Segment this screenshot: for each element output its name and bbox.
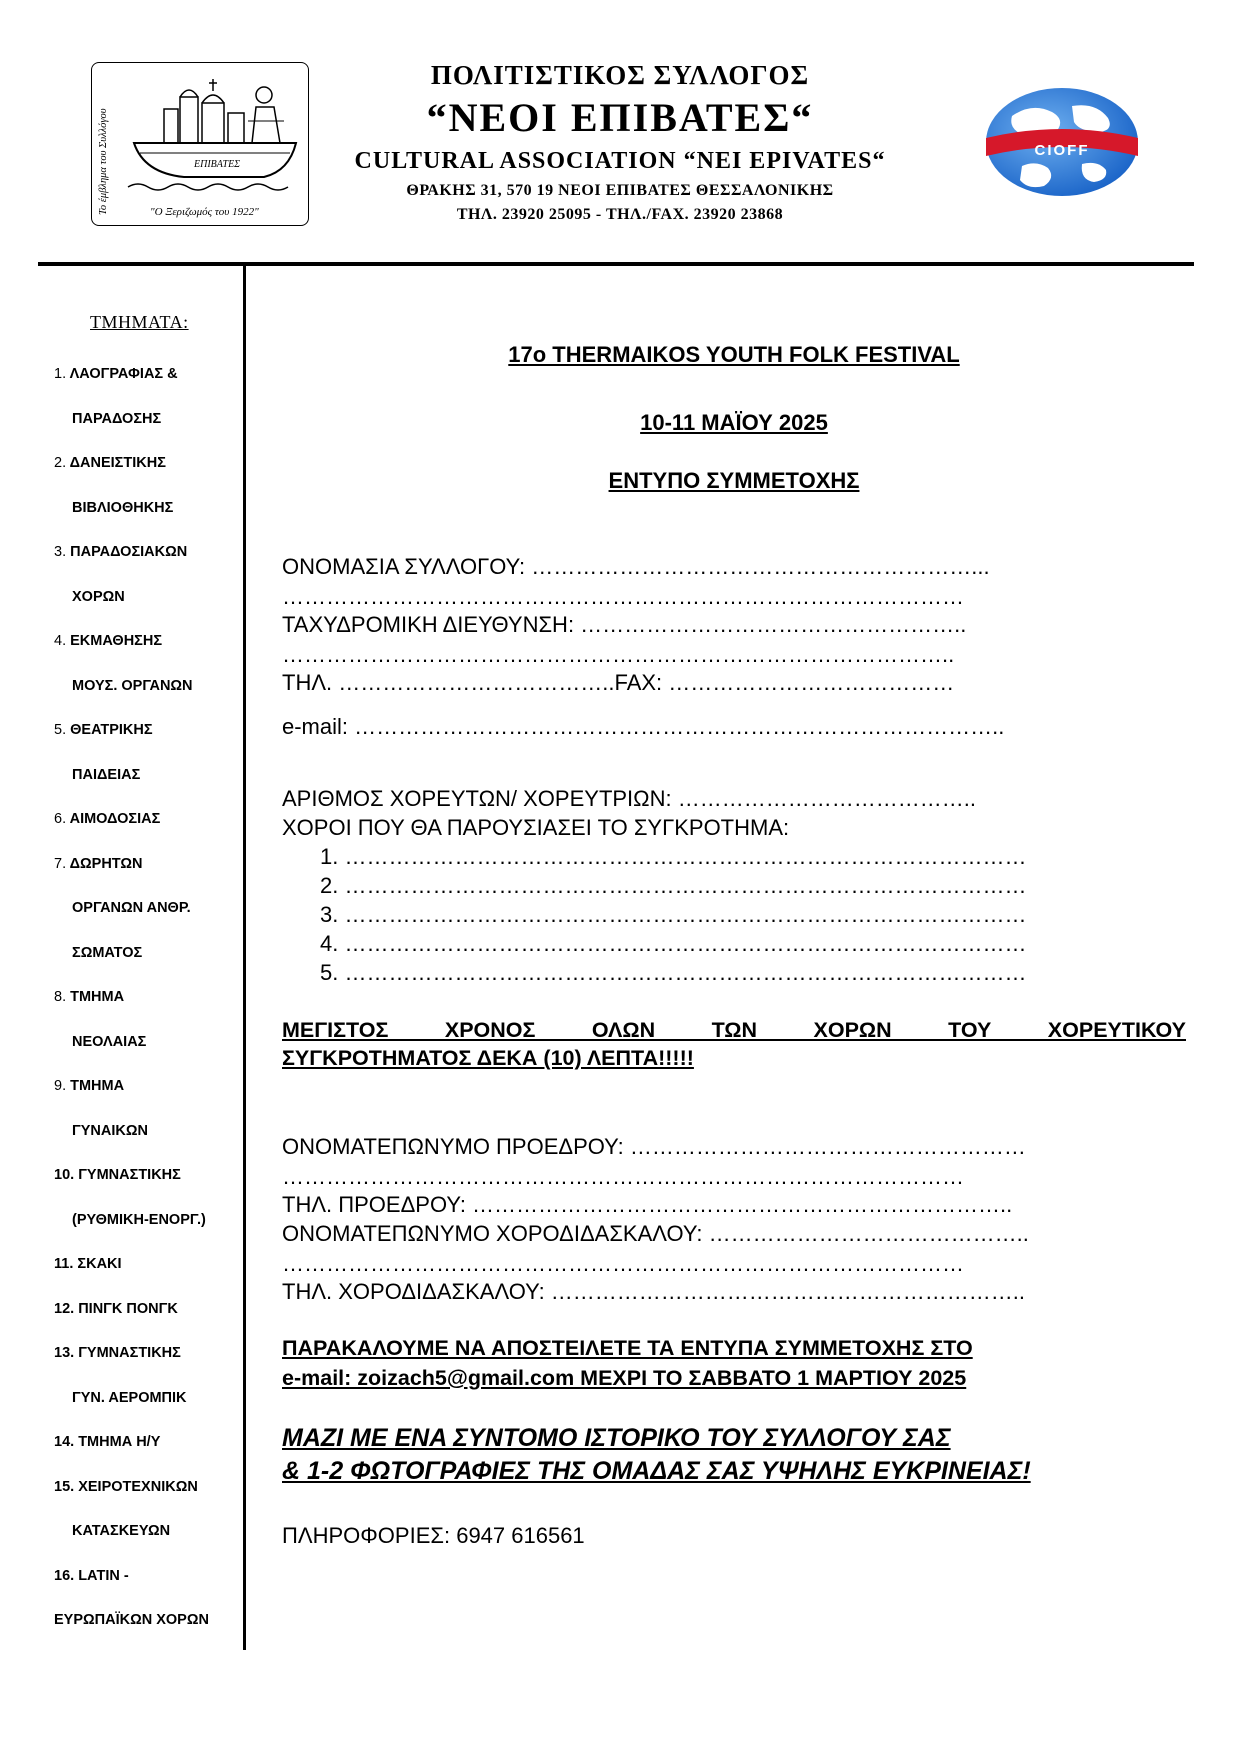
sidebar-item-1: 1. ΛΑΟΓΡΑΦΙΑΣ & xyxy=(54,366,178,382)
sidebar-item-16: 16. LATIN - xyxy=(54,1568,129,1584)
tel-fax-field[interactable]: ΤΗΛ. ………………………………..FAX: ………………………………… xyxy=(282,670,955,695)
cioff-label: CIOFF xyxy=(1034,142,1090,159)
sidebar-item-2-cont: ΒΙΒΛΙΟΘΗΚΗΣ xyxy=(72,500,174,516)
attachment-note-cont: & 1-2 ΦΩΤΟΓΡΑΦΙΕΣ ΤΗΣ ΟΜΑΔΑΣ ΣΑΣ ΥΨΗΛΗΣ ΕΥΚΡΙΝΕΙΑΣ! xyxy=(282,1457,1031,1485)
sidebar-item-8: 8. ΤΜΗΜΑ xyxy=(54,989,125,1005)
dance-field-1[interactable]: 1. ………………………………………………………………………………… xyxy=(320,844,1027,869)
emblem-boat-label: ΕΠΙΒΑΤΕΣ xyxy=(194,159,241,170)
sidebar-item-4-cont: ΜΟΥΣ. ΟΡΓΑΝΩΝ xyxy=(72,678,193,694)
postal-address-field-cont[interactable]: ……………………………………………………………………………….. xyxy=(282,642,955,667)
header-address: ΘΡΑΚΗΣ 31, 570 19 ΝΕΟΙ ΕΠΙΒΑΤΕΣ ΘΕΣΣΑΛΟΝΙΚΗΣ xyxy=(406,182,834,199)
sidebar-item-16-cont: ΕΥΡΩΠΑΪΚΩΝ ΧΟΡΩΝ xyxy=(54,1612,209,1628)
postal-address-field[interactable]: ΤΑΧΥΔΡΟΜΙΚΗ ΔΙΕΥΘΥΝΣΗ: …………………………………………….. xyxy=(282,612,967,637)
sidebar-item-10-cont: (ΡΥΘΜΙΚΗ-ΕΝΟΡΓ.) xyxy=(72,1212,206,1228)
dance-field-3[interactable]: 3. ………………………………………………………………………………… xyxy=(320,902,1027,927)
sidebar-item-7-cont2: ΣΩΜΑΤΟΣ xyxy=(72,945,143,961)
sidebar-item-5-cont: ΠΑΙΔΕΙΑΣ xyxy=(72,767,141,783)
header-divider xyxy=(38,262,1194,266)
time-limit-warning-cont: ΣΥΓΚΡΟΤΗΜΑΤΟΣ ΔΕΚΑ (10) ΛΕΠΤΑ!!!!! xyxy=(282,1046,694,1070)
dance-field-2[interactable]: 2. ………………………………………………………………………………… xyxy=(320,873,1027,898)
sidebar-item-4: 4. ΕΚΜΑΘΗΣΗΣ xyxy=(54,633,163,649)
email-field[interactable]: e-mail: …………………………………………………………………………….. xyxy=(282,714,1005,739)
sidebar-item-3: 3. ΠΑΡΑΔΟΣΙΑΚΩΝ xyxy=(54,544,188,560)
form-subtitle: ΕΝΤΥΠΟ ΣΥΜΜΕΤΟΧΗΣ xyxy=(608,468,860,493)
association-emblem xyxy=(91,62,309,226)
header-phones: ΤΗΛ. 23920 25095 - ΤΗΛ./FAX. 23920 23868 xyxy=(456,206,784,223)
dance-field-4[interactable]: 4. ………………………………………………………………………………… xyxy=(320,931,1027,956)
header-association-name-en: CULTURAL ASSOCIATION “NEI EPIVATES“ xyxy=(354,148,886,174)
dance-teacher-name-field-cont[interactable]: ………………………………………………………………………………… xyxy=(282,1251,964,1276)
sidebar-item-8-cont: ΝΕΟΛΑΙΑΣ xyxy=(72,1034,147,1050)
sidebar-divider xyxy=(243,264,246,1650)
sidebar-item-2: 2. ΔΑΝΕΙΣΤΙΚΗΣ xyxy=(54,455,166,471)
sidebar-item-11: 11. ΣΚΑΚΙ xyxy=(54,1256,122,1272)
submission-email[interactable]: e-mail: zoizach5@gmail.com ΜΕΧΡΙ ΤΟ ΣΑΒΒΑΤΟ 1 ΜΑΡΤΙΟΥ 2025 xyxy=(282,1366,967,1390)
president-name-field[interactable]: ΟΝΟΜΑΤΕΠΩΝΥΜΟ ΠΡΟΕΔΡΟΥ: ……………………………………………… xyxy=(282,1134,1026,1159)
emblem-caption: Το έμβλημα του Συλλόγου xyxy=(98,108,109,215)
header-association-name: “ΝΕΟΙ ΕΠΙΒΑΤΕΣ“ xyxy=(426,95,814,140)
sidebar-item-13-cont: ΓΥΝ. ΑΕΡΟΜΠΙΚ xyxy=(72,1390,187,1406)
president-tel-field[interactable]: ΤΗΛ. ΠΡΟΕΔΡΟΥ: ……………………………………………………………….. xyxy=(282,1192,1013,1217)
sidebar-item-9: 9. ΤΜΗΜΑ xyxy=(54,1078,125,1094)
sidebar-item-14: 14. ΤΜΗΜΑ Η/Υ xyxy=(54,1434,161,1450)
club-name-field-cont[interactable]: ………………………………………………………………………………… xyxy=(282,584,964,609)
cioff-logo xyxy=(982,86,1142,202)
club-name-field[interactable]: ΟΝΟΜΑΣΙΑ ΣΥΛΛΟΓΟΥ: ……………………………………………………... xyxy=(282,554,990,579)
dance-teacher-tel-field[interactable]: ΤΗΛ. ΧΟΡΟΔΙΔΑΣΚΑΛΟΥ: ……………………………………………………….. xyxy=(282,1279,1026,1304)
sidebar-title: ΤΜΗΜΑΤΑ: xyxy=(90,312,189,332)
sidebar-item-7-cont: ΟΡΓΑΝΩΝ ΑΝΘΡ. xyxy=(72,900,191,916)
sidebar-item-12: 12. ΠΙΝΓΚ ΠΟΝΓΚ xyxy=(54,1301,178,1317)
dance-teacher-name-field[interactable]: ΟΝΟΜΑΤΕΠΩΝΥΜΟ ΧΟΡΟΔΙΔΑΣΚΑΛΟΥ: …………………………………….. xyxy=(282,1221,1029,1246)
dancers-count-field[interactable]: ΑΡΙΘΜΟΣ ΧΟΡΕΥΤΩΝ/ ΧΟΡΕΥΤΡΙΩΝ: ………………………………….. xyxy=(282,786,976,811)
emblem-motto: "Ο Ξεριζωμός του 1922" xyxy=(150,206,259,218)
sidebar-item-15: 15. ΧΕΙΡΟΤΕΧΝΙΚΩΝ xyxy=(54,1479,198,1495)
info-phone: ΠΛΗΡΟΦΟΡΙΕΣ: 6947 616561 xyxy=(282,1523,585,1548)
festival-title: 17o THERMAIKOS YOUTH FOLK FESTIVAL xyxy=(508,342,960,367)
dance-field-5[interactable]: 5. ………………………………………………………………………………… xyxy=(320,960,1027,985)
sidebar-item-15-cont: ΚΑΤΑΣΚΕΥΩΝ xyxy=(72,1523,171,1539)
header-association-type: ΠΟΛΙΤΙΣΤΙΚΟΣ ΣΥΛΛΟΓΟΣ xyxy=(430,60,810,90)
sidebar-item-7: 7. ΔΩΡΗΤΩΝ xyxy=(54,856,143,872)
sidebar-item-13: 13. ΓΥΜΝΑΣΤΙΚΗΣ xyxy=(54,1345,181,1361)
sidebar-item-9-cont: ΓΥΝΑΙΚΩΝ xyxy=(72,1123,148,1139)
sidebar-item-10: 10. ΓΥΜΝΑΣΤΙΚΗΣ xyxy=(54,1167,181,1183)
attachment-note: ΜΑΖΙ ΜΕ ΕΝΑ ΣΥΝΤΟΜΟ ΙΣΤΟΡΙΚΟ ΤΟΥ ΣΥΛΛΟΓΟΥ ΣΑΣ xyxy=(282,1424,951,1452)
sidebar-item-6: 6. ΑΙΜΟΔΟΣΙΑΣ xyxy=(54,811,161,827)
president-name-field-cont[interactable]: ………………………………………………………………………………… xyxy=(282,1164,964,1189)
submission-instructions: ΠΑΡΑΚΑΛΟΥΜΕ ΝΑ ΑΠΟΣΤΕΙΛΕΤΕ ΤΑ ΕΝΤΥΠΑ ΣΥΜΜΕΤΟΧΗΣ ΣΤΟ xyxy=(282,1336,973,1360)
sidebar-item-5: 5. ΘΕΑΤΡΙΚΗΣ xyxy=(54,722,153,738)
dances-label: ΧΟΡΟΙ ΠΟΥ ΘΑ ΠΑΡΟΥΣΙΑΣΕΙ ΤΟ ΣΥΓΚΡΟΤΗΜΑ: xyxy=(282,815,790,840)
sidebar-item-1-cont: ΠΑΡΑΔΟΣΗΣ xyxy=(72,411,162,427)
festival-date: 10-11 ΜΑΪΟΥ 2025 xyxy=(640,410,828,435)
sidebar-item-3-cont: ΧΟΡΩΝ xyxy=(72,589,125,605)
emblem-drawing xyxy=(124,73,302,201)
time-limit-warning: ΜΕΓΙΣΤΟΣ ΧΡΟΝΟΣ ΟΛΩΝ ΤΩΝ ΧΟΡΩΝ ΤΟΥ ΧΟΡΕΥΤΙΚΟΥ xyxy=(282,1018,1186,1042)
